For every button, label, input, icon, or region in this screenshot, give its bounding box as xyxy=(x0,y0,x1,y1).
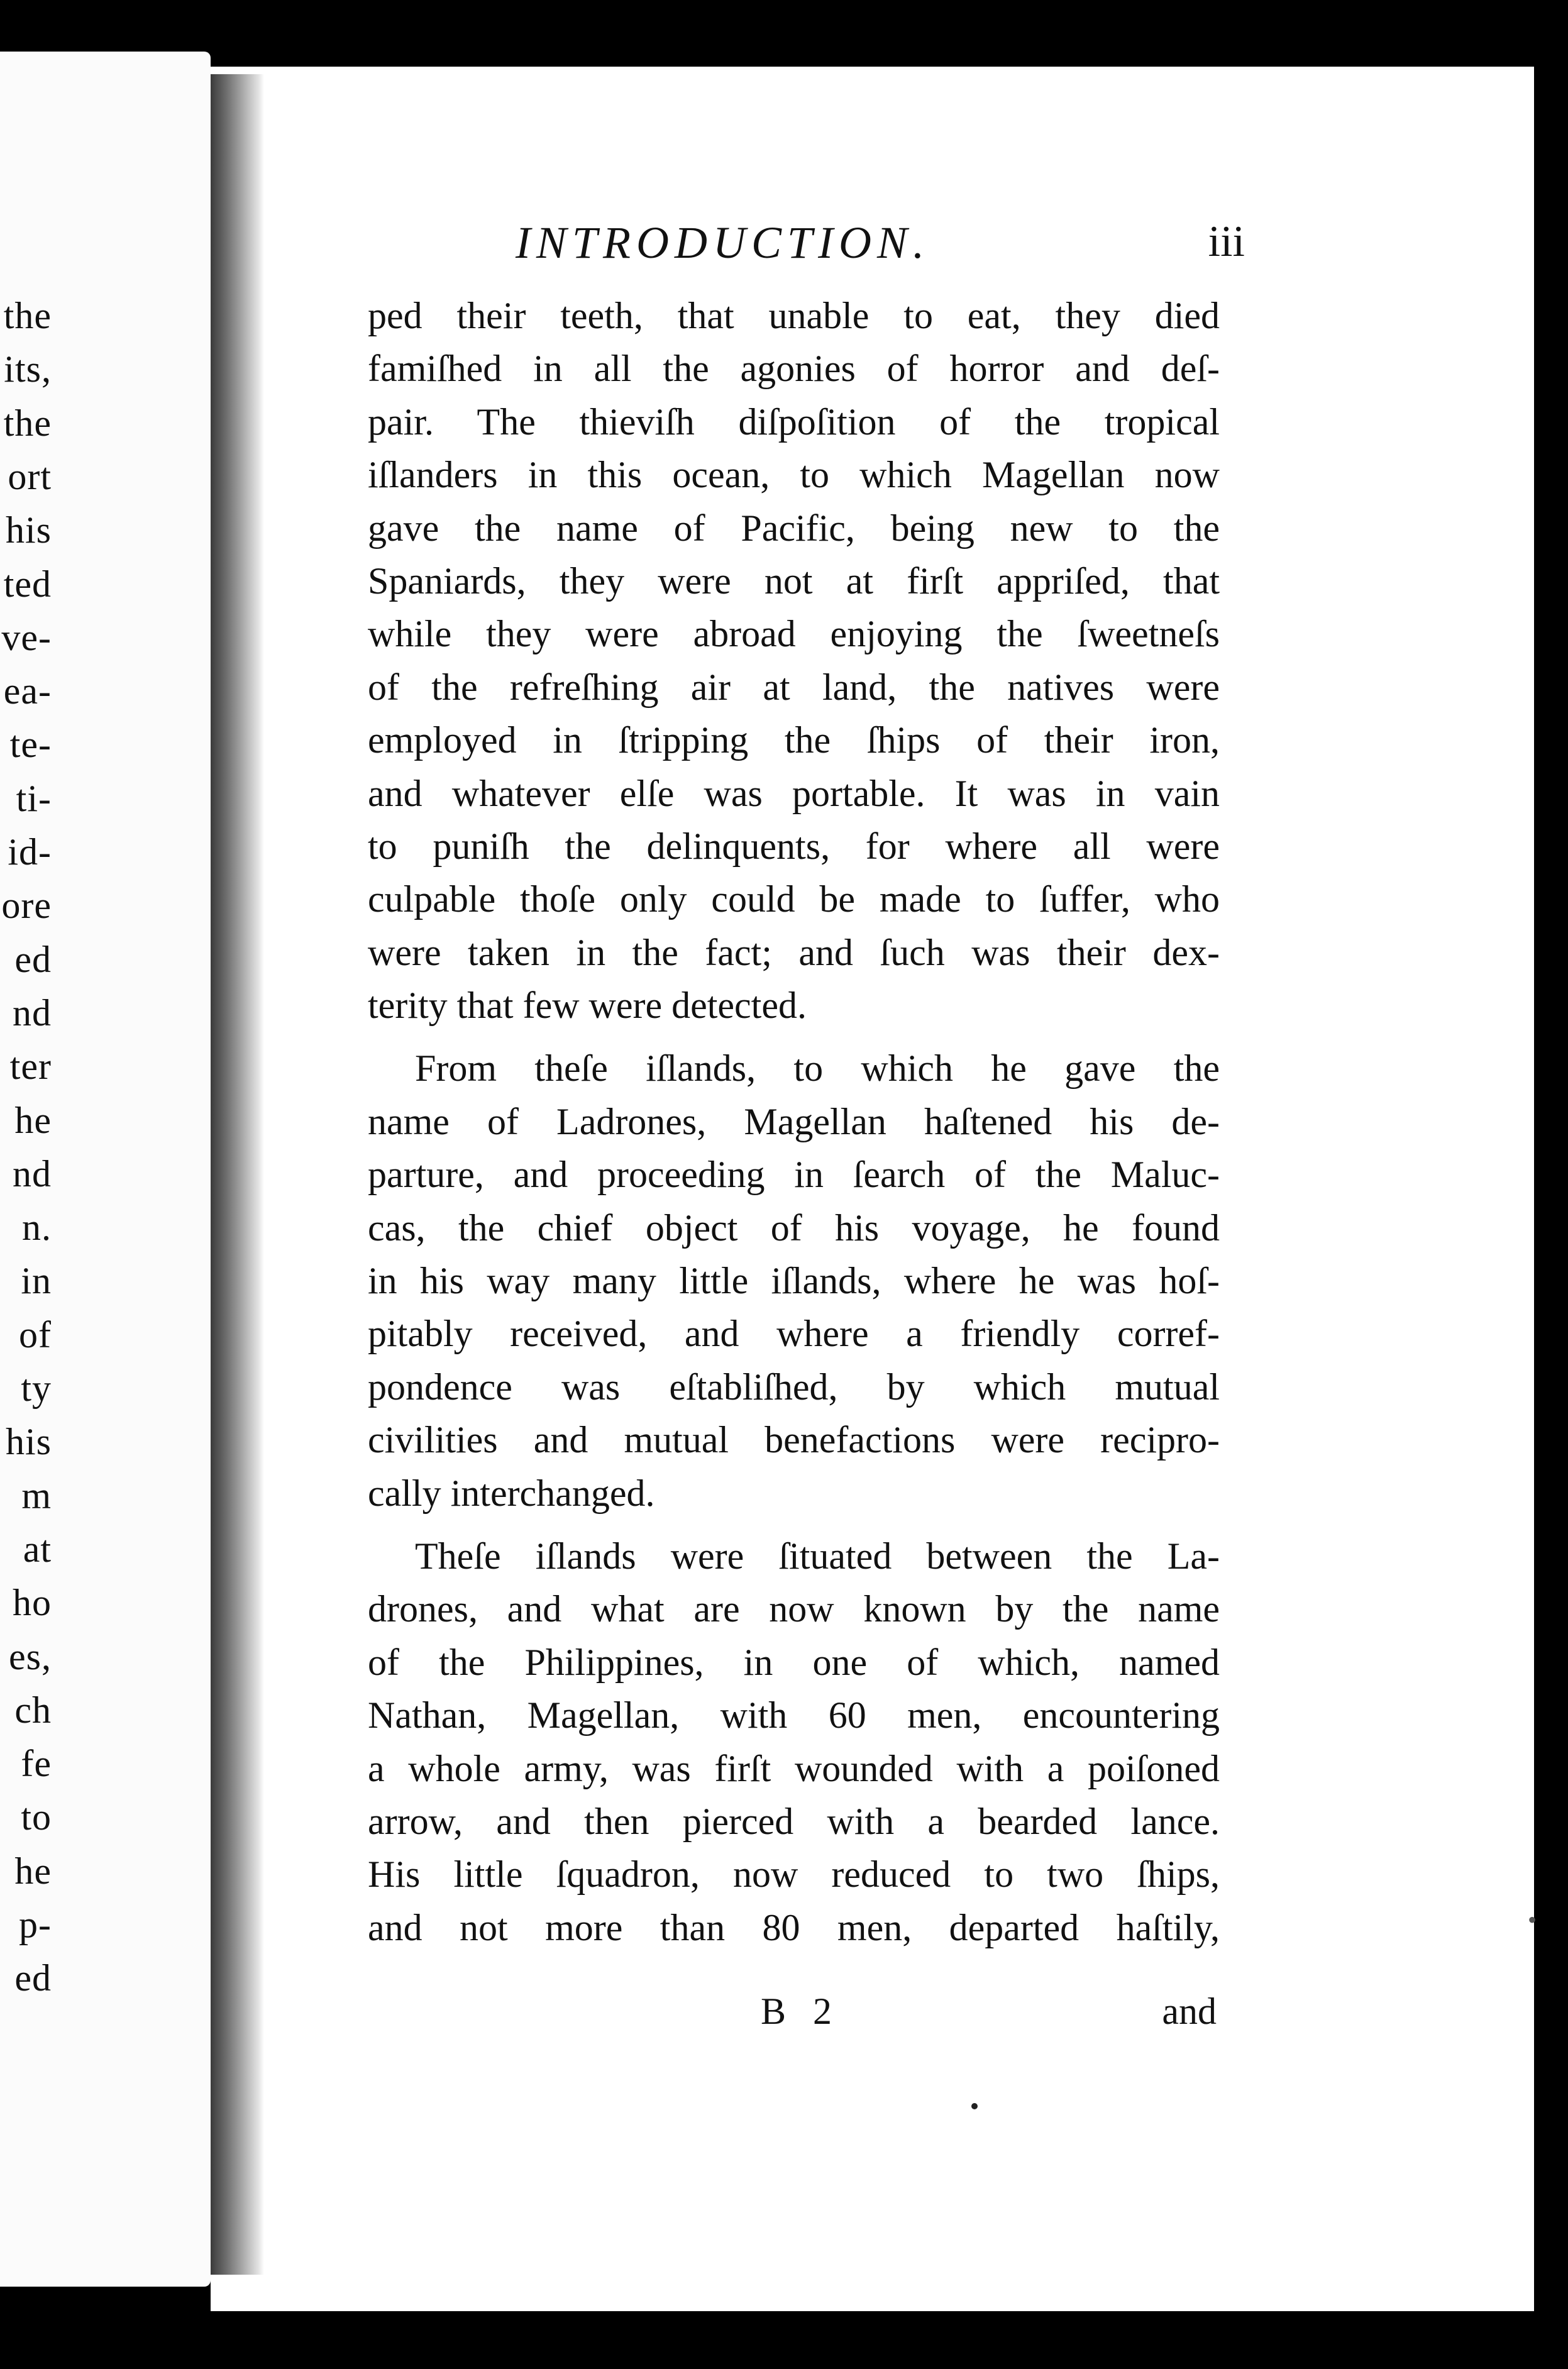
book-gutter xyxy=(211,74,264,2275)
text-line: parture, and proceeding in ſearch of the Maluc- xyxy=(368,1154,1220,1196)
text-line: civilities and mutual benefactions were recipro- xyxy=(368,1419,1220,1461)
text-line: Nathan, Magellan, with 60 men, encountering xyxy=(368,1694,1220,1737)
body-text xyxy=(368,289,1220,1954)
page-number: iii xyxy=(1208,218,1245,266)
text-line: terity that few were detected. xyxy=(368,985,807,1027)
left-page-fragment: ve- xyxy=(1,616,52,658)
left-page-fragment: ore xyxy=(1,885,52,927)
text-line: employed in ſtripping the ſhips of their iron, xyxy=(368,719,1220,761)
left-page-fragment: nd xyxy=(13,1152,52,1195)
left-page-fragment: ty xyxy=(21,1367,52,1409)
left-page-fragment: ed xyxy=(14,938,52,980)
left-page-fragment: of xyxy=(19,1313,52,1356)
text-line: famiſhed in all the agonies of horror and deſ- xyxy=(368,348,1220,390)
left-page-fragment: ed xyxy=(14,1957,52,1999)
left-page-fragment: es, xyxy=(9,1635,52,1677)
signature-mark: B 2 xyxy=(761,1991,841,2032)
left-page-fragment: to xyxy=(21,1796,52,1838)
text-line: ped their teeth, that unable to eat, they died xyxy=(368,295,1220,336)
running-head: INTRODUCTION. xyxy=(516,218,930,268)
left-page-fragment: nd xyxy=(13,991,52,1034)
paragraph xyxy=(368,1530,1220,1954)
text-line: iſlanders in this ocean, to which Magellan now xyxy=(368,454,1220,496)
paragraph xyxy=(368,289,1220,1032)
text-line: drones, and what are now known by the name xyxy=(368,1588,1220,1630)
left-page xyxy=(0,52,211,2287)
left-page-fragment: the xyxy=(3,402,52,444)
left-page-fragment: at xyxy=(23,1528,52,1570)
text-line: and whatever elſe was portable. It was in vain xyxy=(368,772,1220,814)
paragraph xyxy=(368,1042,1220,1520)
left-page-fragment: ea- xyxy=(3,670,52,712)
page-footer xyxy=(761,1990,1217,2040)
left-page-fragment: ho xyxy=(13,1582,52,1624)
text-line: while they were abroad enjoying the ſweetneſs xyxy=(368,613,1220,655)
left-page-fragment: p- xyxy=(19,1904,52,1945)
text-line: name of Ladrones, Magellan haſtened his de- xyxy=(368,1100,1220,1142)
text-line: of the Philippines, in one of which, named xyxy=(368,1641,1220,1683)
margin-smudge: • xyxy=(1528,1906,1537,1934)
left-page-fragment: n. xyxy=(22,1207,52,1249)
text-line: cally interchanged. xyxy=(368,1472,655,1514)
left-page-fragment: he xyxy=(14,1850,52,1892)
left-page-fragment: his xyxy=(5,509,52,551)
text-line: Spaniards, they were not at firſt appriſed, that xyxy=(368,560,1220,602)
text-line: pair. The thieviſh diſpoſition of the tropical xyxy=(368,400,1220,443)
text-line: pitably received, and where a friendly corref- xyxy=(368,1313,1220,1355)
left-page-fragment: ort xyxy=(8,455,52,497)
left-page-fragment: the xyxy=(3,295,52,336)
text-line: were taken in the fact; and ſuch was their dex- xyxy=(368,931,1220,973)
text-line: From theſe iſlands, to which he gave the xyxy=(415,1047,1220,1090)
text-line: cas, the chief object of his voyage, he found xyxy=(368,1207,1220,1249)
text-line: arrow, and then pierced with a bearded lance. xyxy=(368,1800,1220,1842)
left-page-fragment: ter xyxy=(9,1046,52,1088)
left-page-fragment: ch xyxy=(14,1689,52,1731)
page-header xyxy=(516,217,1245,273)
text-line: and not more than 80 men, departed haſtily, xyxy=(368,1906,1220,1948)
text-line: pondence was eſtabliſhed, by which mutual xyxy=(368,1366,1220,1408)
left-page-fragment: id- xyxy=(8,831,52,873)
text-line: His little ſquadron, now reduced to two ſhips, xyxy=(368,1853,1220,1896)
text-line: gave the name of Pacific, being new to the xyxy=(368,507,1220,549)
text-line: to puniſh the delinquents, for where all were xyxy=(368,825,1220,867)
left-page-fragment: his xyxy=(5,1421,52,1463)
paragraph-gap xyxy=(368,1032,1220,1042)
catchword: and xyxy=(1162,1991,1217,2032)
ink-speck xyxy=(971,2103,978,2109)
left-page-fragment: te- xyxy=(9,724,52,766)
left-page-fragment: in xyxy=(21,1260,52,1302)
left-page-fragment: its, xyxy=(4,348,52,390)
text-line: of the refreſhing air at land, the natives were xyxy=(368,666,1220,708)
text-line: in his way many little iſlands, where he was hoſ- xyxy=(368,1260,1220,1302)
paragraph-gap xyxy=(368,1520,1220,1530)
text-line: Theſe iſlands were ſituated between the La- xyxy=(415,1535,1220,1577)
left-page-fragment: ti- xyxy=(16,777,52,819)
text-line: a whole army, was firſt wounded with a poiſoned xyxy=(368,1747,1220,1789)
left-page-fragment: he xyxy=(14,1099,52,1141)
left-page-fragment: ted xyxy=(3,563,52,605)
text-line: culpable thoſe only could be made to ſuffer, who xyxy=(368,878,1220,920)
left-page-fragment: fe xyxy=(21,1743,52,1785)
left-page-fragment: m xyxy=(21,1474,52,1516)
